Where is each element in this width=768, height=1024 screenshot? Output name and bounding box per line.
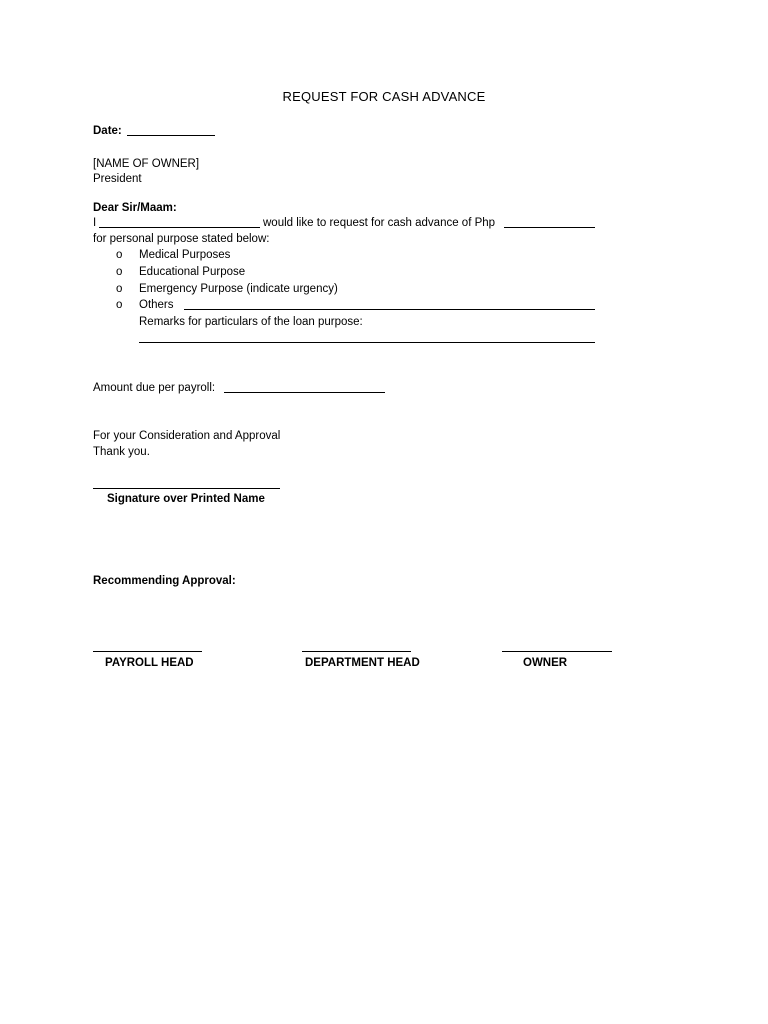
- signature-label: Signature over Printed Name: [107, 493, 265, 505]
- list-bullet: o: [116, 266, 123, 278]
- date-label: Date:: [93, 125, 122, 137]
- purpose-item-medical: Medical Purposes: [139, 249, 231, 261]
- remarks-blank-line[interactable]: [139, 342, 595, 343]
- closing-thanks: Thank you.: [93, 446, 150, 458]
- owner-name-placeholder: [NAME OF OWNER]: [93, 158, 200, 170]
- recommending-approval-label: Recommending Approval:: [93, 575, 236, 587]
- purpose-intro: for personal purpose stated below:: [93, 233, 270, 245]
- owner-approver-label: OWNER: [523, 657, 568, 669]
- owner-signature-line[interactable]: [502, 651, 612, 652]
- amount-due-label: Amount due per payroll:: [93, 382, 216, 394]
- others-blank-line[interactable]: [184, 309, 595, 310]
- closing-consideration: For your Consideration and Approval: [93, 430, 281, 442]
- document-title: REQUEST FOR CASH ADVANCE: [282, 89, 486, 104]
- department-head-signature-line[interactable]: [302, 651, 411, 652]
- request-text: would like to request for cash advance of Php: [263, 217, 496, 229]
- amount-due-blank-line[interactable]: [224, 392, 385, 393]
- amount-php-blank-line[interactable]: [504, 227, 595, 228]
- payroll-head-label: PAYROLL HEAD: [105, 657, 194, 669]
- request-prefix: I: [93, 217, 97, 229]
- purpose-item-others: Others: [139, 299, 174, 311]
- owner-position: President: [93, 173, 142, 185]
- signature-line[interactable]: [93, 488, 280, 489]
- list-bullet: o: [116, 283, 123, 295]
- salutation: Dear Sir/Maam:: [93, 202, 177, 214]
- purpose-item-educational: Educational Purpose: [139, 266, 246, 278]
- requester-name-blank-line[interactable]: [99, 227, 260, 228]
- list-bullet: o: [116, 299, 123, 311]
- payroll-head-signature-line[interactable]: [93, 651, 202, 652]
- department-head-label: DEPARTMENT HEAD: [305, 657, 420, 669]
- date-blank-line[interactable]: [127, 135, 215, 136]
- list-bullet: o: [116, 249, 123, 261]
- remarks-label: Remarks for particulars of the loan purpose:: [139, 316, 363, 328]
- purpose-item-emergency: Emergency Purpose (indicate urgency): [139, 283, 338, 295]
